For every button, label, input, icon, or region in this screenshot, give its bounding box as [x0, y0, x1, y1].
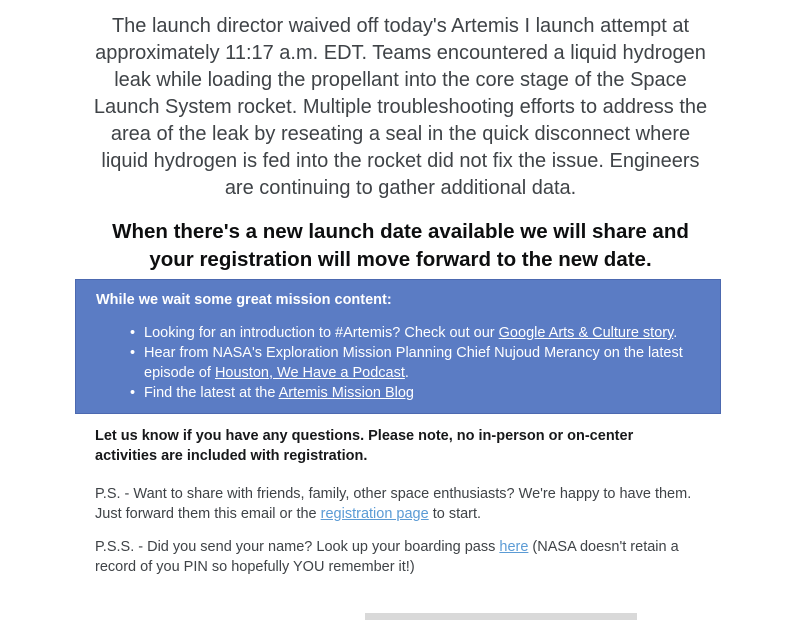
mission-content-box: [75, 279, 721, 414]
bullet-text: Hear from NASA's Exploration Mission Planning Chief Nujoud Merancy on the latest episode of: [144, 345, 683, 381]
ps-paragraph: [95, 484, 707, 524]
houston-podcast-link[interactable]: Houston, We Have a Podcast: [214, 365, 405, 381]
launch-date-heading: When there's a new launch date available we will share and your registration will move forward to the new date.: [112, 220, 689, 271]
bullet-icon: •: [130, 345, 136, 361]
bullet-icon: •: [130, 325, 136, 341]
artemis-blog-link[interactable]: Artemis Mission Blog: [278, 385, 414, 401]
mission-box-title: While we wait some great mission content:: [96, 292, 392, 308]
bullet-text: .: [404, 365, 409, 381]
pss-text: P.S.S. - Did you send your name? Look up your boarding pass: [95, 539, 500, 555]
mission-bullet: [130, 383, 700, 403]
google-arts-culture-link[interactable]: Google Arts & Culture story: [498, 325, 674, 341]
footer-partial-bar: [365, 613, 637, 620]
pss-text: (NASA doesn't retain a record of you PIN so hopefully YOU remember it!): [95, 539, 679, 575]
pss-paragraph: [95, 537, 707, 577]
mission-bullet: [130, 343, 700, 383]
bullet-text: .: [673, 325, 678, 341]
registration-page-link[interactable]: registration page: [320, 506, 429, 522]
boarding-pass-link[interactable]: here: [499, 539, 529, 555]
mission-bullet: [130, 323, 700, 343]
ps-text: P.S. - Want to share with friends, family, other space enthusiasts? We're happy to have them. Just forward them this email or the: [95, 486, 692, 522]
ps-text: to start.: [428, 506, 482, 522]
bullet-text: Find the latest at the: [144, 385, 279, 401]
bullet-text: Looking for an introduction to #Artemis? Check out our: [144, 325, 499, 341]
bullet-icon: •: [130, 385, 136, 401]
questions-note: Let us know if you have any questions. Please note, no in-person or on-center activities are included with registration.: [95, 428, 634, 464]
mission-bullet-list: [96, 323, 700, 403]
intro-paragraph: The launch director waived off today's Artemis I launch attempt at approximately 11:17 a.m. EDT. Teams encountered a liquid hydrogen leak while loading the propellant into the core stage of the Space Launch System rocket. Multiple troubleshooting efforts to address the area of the leak by reseating a seal in the quick disconnect where liquid hydrogen is fed into the rocket did not fix the issue. Engineers are continuing to gather additional data.: [93, 15, 708, 199]
